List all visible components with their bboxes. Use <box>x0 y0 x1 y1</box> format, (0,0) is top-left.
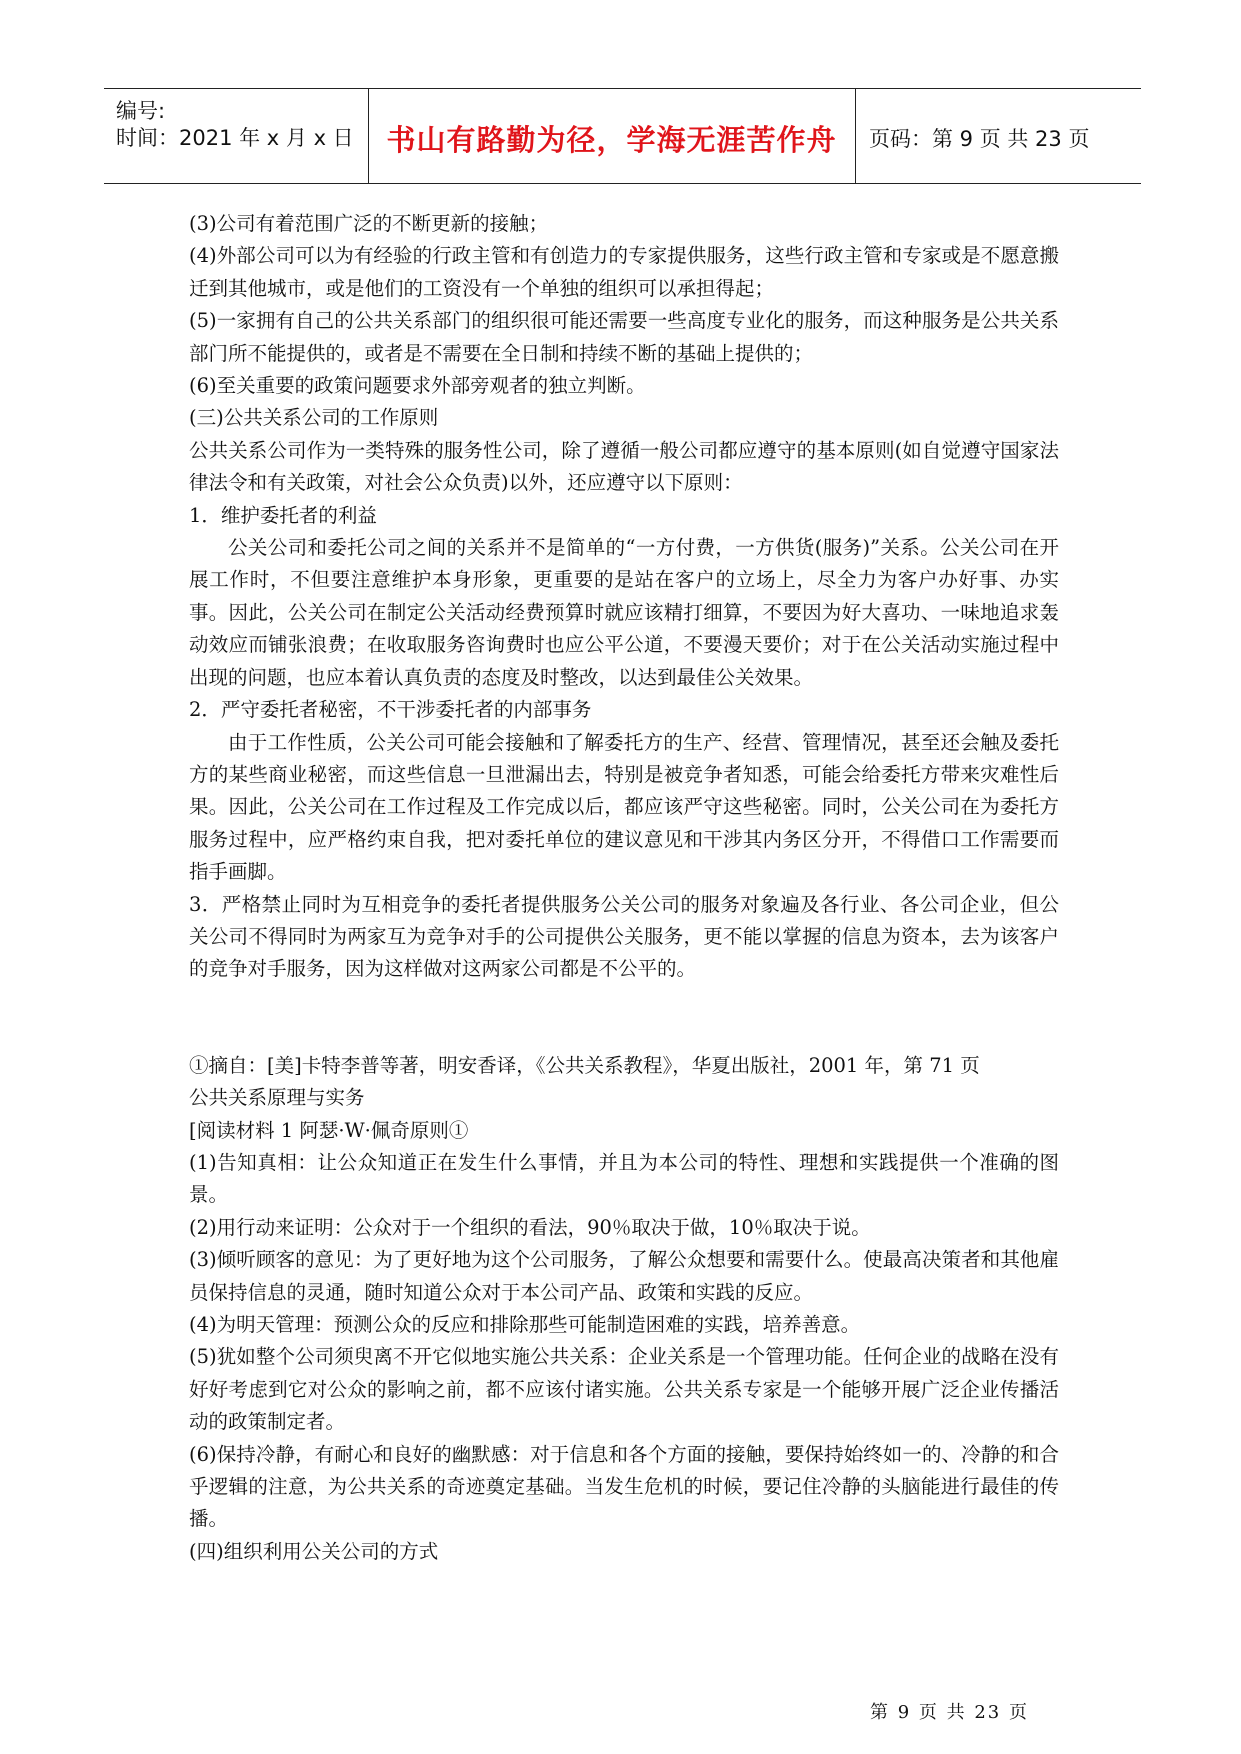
body-paragraph: 公共关系公司作为一类特殊的服务性公司，除了遵循一般公司都应遵守的基本原则(如自觉遵守国家法律法令和有关政策，对社会公众负责)以外，还应遵守以下原则： <box>189 438 1059 495</box>
body-paragraph: (6)至关重要的政策问题要求外部旁观者的独立判断。 <box>189 374 646 398</box>
body-paragraph: (5)一家拥有自己的公共关系部门的组织很可能还需要一些高度专业化的服务，而这种服务是公共关系部门所不能提供的，或者是不需要在全日制和持续不断的基础上提供的； <box>189 309 1059 365</box>
document-number-label: 编号: <box>116 99 166 123</box>
page-footer: 第 9 页 共 23 页 <box>870 1702 1029 1723</box>
body-paragraph: (3)公司有着范围广泛的不断更新的接触； <box>189 212 549 235</box>
body-paragraph: (4)外部公司可以为有经验的行政主管和有创造力的专家提供服务，这些行政主管和专家或是不愿意搬迁到其他城市，或是他们的工资没有一个单独的组织可以承担得起； <box>189 244 1059 300</box>
body-paragraph: 公共关系原理与实务 <box>189 1086 365 1110</box>
header-right-cell <box>855 89 1141 183</box>
body-paragraph: ①摘自：[美]卡特李普等著，明安香译，《公共关系教程》，华夏出版社，2001 年，第 71 页 <box>189 1053 980 1077</box>
body-paragraph: [阅读材料 1 阿瑟·W·佩奇原则① <box>189 1118 469 1142</box>
header-page-info: 页码：第 9 页 共 23 页 <box>869 127 1090 151</box>
body-paragraph: (5)犹如整个公司须臾离不开它似地实施公共关系：企业关系是一个管理功能。任何企业的战略在没有好好考虑到它对公众的影响之前，都不应该付诸实施。公共关系专家是一个能够开展广泛企业传播活动的政策制定者。 <box>189 1345 1059 1434</box>
body-paragraph: (四)组织利用公关公司的方式 <box>189 1539 439 1563</box>
body-paragraph: (3)倾听顾客的意见：为了更好地为这个公司服务，了解公众想要和需要什么。使最高决策者和其他雇员保持信息的灵通，随时知道公众对于本公司产品、政策和实践的反应。 <box>189 1248 1059 1304</box>
document-time-label: 时间：2021 年 x 月 x 日 <box>116 126 354 150</box>
document-body <box>189 208 1059 1568</box>
body-paragraph: 2．严守委托者秘密，不干涉委托者的内部事务 <box>189 698 592 722</box>
body-paragraph: 公关公司和委托公司之间的关系并不是简单的“一方付费，一方供货(服务)”关系。公关公司在开展工作时，不但要注意维护本身形象，更重要的是站在客户的立场上，尽全力为客户办好事、办实事。因此，公关公司在制定公关活动经费预算时就应该精打细算，不要因为好大喜功、一味地追求轰动效应而铺张浪费；在收取服务咨询费时也应公平公道，不要漫天要价；对于在公关活动实施过程中出现的问题，也应本着认真负责的态度及时整改，以达到最佳公关效果。 <box>189 536 1059 689</box>
body-paragraph: 1．维护委托者的利益 <box>189 503 377 527</box>
body-paragraph: (6)保持冷静，有耐心和良好的幽默感：对于信息和各个方面的接触，要保持始终如一的、冷静的和合乎逻辑的注意，为公共关系的奇迹奠定基础。当发生危机的时候，要记住冷静的头脑能进行最佳的传播。 <box>189 1442 1059 1531</box>
body-paragraph: (4)为明天管理：预测公众的反应和排除那些可能制造困难的实践，培养善意。 <box>189 1313 861 1336</box>
body-paragraph: (1)告知真相：让公众知道正在发生什么事情，并且为本公司的特性、理想和实践提供一个准确的图景。 <box>189 1150 1059 1207</box>
page-header-table <box>104 88 1141 184</box>
body-paragraph: (2)用行动来证明：公众对于一个组织的看法，90％取决于做，10％取决于说。 <box>189 1215 871 1239</box>
header-motto: 书山有路勤为径，学海无涯苦作舟 <box>386 123 837 157</box>
body-paragraph: 3．严格禁止同时为互相竞争的委托者提供服务公关公司的服务对象遍及各行业、各公司企业，但公关公司不得同时为两家互为竞争对手的公司提供公关服务，更不能以掌握的信息为资本，去为该客户的竞争对手服务，因为这样做对这两家公司都是不公平的。 <box>189 892 1059 981</box>
body-paragraph: (三)公共关系公司的工作原则 <box>189 406 439 430</box>
body-paragraph: 由于工作性质，公关公司可能会接触和了解委托方的生产、经营、管理情况，甚至还会触及委托方的某些商业秘密，而这些信息一旦泄漏出去，特别是被竞争者知悉，可能会给委托方带来灾难性后果。因此，公关公司在工作过程及工作完成以后，都应该严守这些秘密。同时，公关公司在为委托方服务过程中，应严格约束自我，把对委托单位的建议意见和干涉其内务区分开，不得借口工作需要而指手画脚。 <box>189 730 1059 884</box>
header-middle-cell <box>368 89 856 183</box>
body-paragraph <box>189 1002 1059 1034</box>
header-left-cell <box>104 89 369 183</box>
